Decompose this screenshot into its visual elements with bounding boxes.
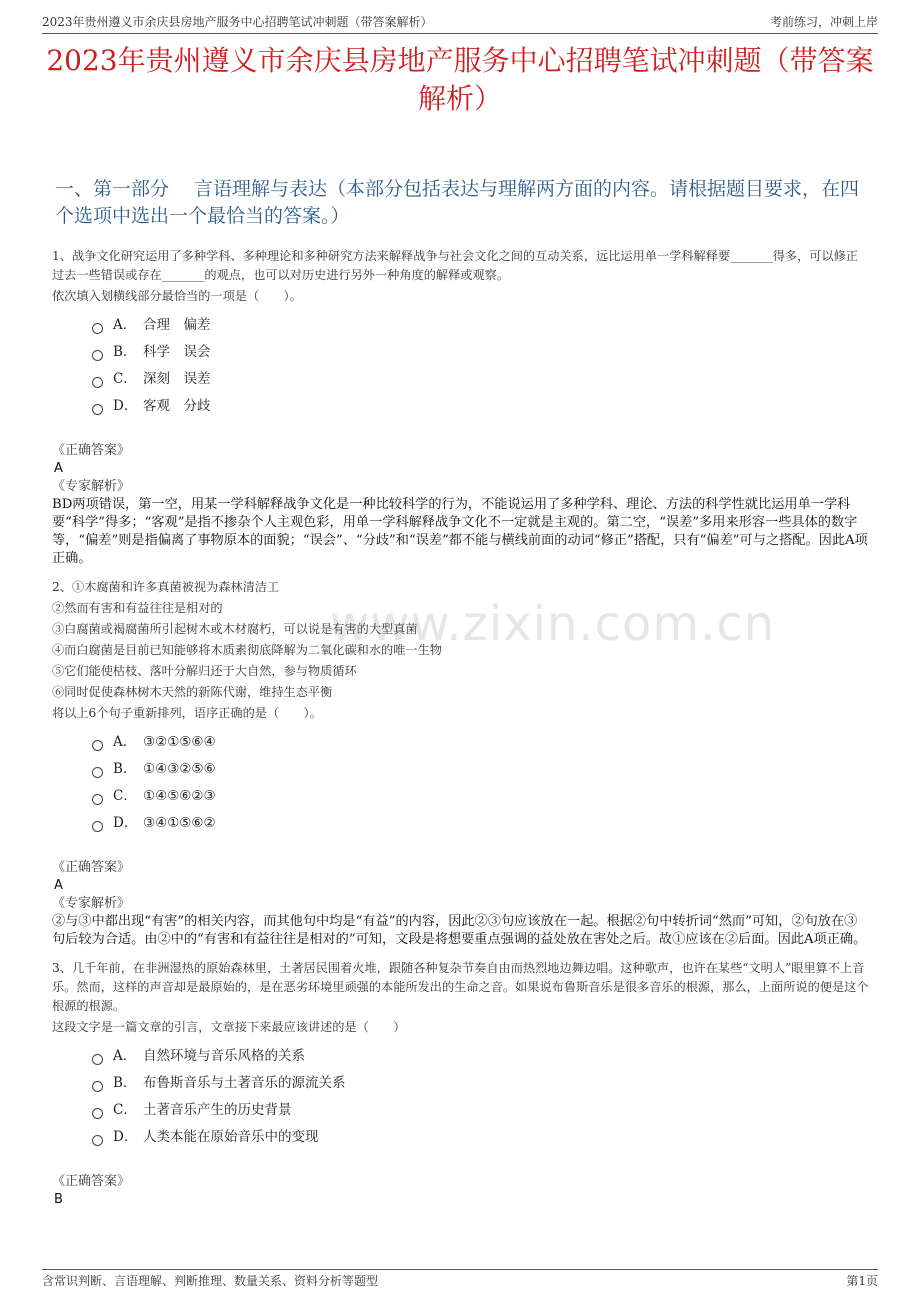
- radio-icon[interactable]: [92, 821, 103, 832]
- option-text: 深刻 误差: [143, 371, 211, 387]
- option-text: 科学 误会: [143, 344, 211, 360]
- radio-icon[interactable]: [92, 794, 103, 805]
- answer-value: A: [54, 878, 63, 893]
- explanation-label: 《专家解析》: [52, 479, 131, 494]
- header-doc-title: 2023年贵州遵义市余庆县房地产服务中心招聘笔试冲刺题（带答案解析）: [42, 15, 433, 29]
- question-2-line-3: ③白腐菌或褐腐菌所引起树木或木材腐朽，可以说是有害的大型真菌: [52, 622, 418, 636]
- header-slogan: 考前练习，冲刺上岸: [769, 15, 878, 29]
- option-letter: A．: [113, 734, 137, 750]
- radio-icon[interactable]: [92, 404, 103, 415]
- question-1: [52, 247, 870, 568]
- explanation-text: BD两项错误，第一空，用某一学科解释战争文化是一种比较科学的行为，不能说运用了多种学科、理论、方法的科学性就比运用单一学科要“科学”得多；“客观”是指不掺杂个人主观色彩，用单一学科解释战争文化不一定就是主观的。第二空，“误差”多用来形容一些具体的数字等，“偏差”则是指偏离了事物原本的面貌；“误会”、“分歧”和“误差”都不能与横线前面的动词“修正”搭配，只有“偏差”可与之搭配。因此A项正确。: [52, 497, 868, 566]
- answer-label: 《正确答案》: [52, 443, 131, 458]
- page-footer: [42, 1269, 878, 1290]
- page-header: [42, 10, 878, 34]
- section-heading: 一、第一部分 言语理解与表达（本部分包括表达与理解两方面的内容。请根据题目要求，在四个选项中选出一个最恰当的答案。）: [55, 178, 860, 227]
- explanation-text: ②与③中都出现“有害”的相关内容，而其他句中均是“有益”的内容，因此②③句应该放在一起。根据②句中转折词“然而”可知，②句放在③句后较为合适。由②中的“有害和有益往往是相对的”可知，文段是将想要重点强调的益处放在害处之后。故①应该在②后面。因此A项正确。: [52, 914, 867, 947]
- option-text: ③②①⑤⑥④: [143, 734, 216, 750]
- option-b[interactable]: [92, 1070, 870, 1097]
- option-letter: A．: [113, 317, 137, 333]
- radio-icon[interactable]: [92, 740, 103, 751]
- answer-label: 《正确答案》: [52, 860, 131, 875]
- option-letter: B．: [113, 761, 137, 777]
- radio-icon[interactable]: [92, 377, 103, 388]
- option-letter: C．: [113, 788, 137, 804]
- explanation-label: 《专家解析》: [52, 896, 131, 911]
- watermark: www.zixin.com.cn: [330, 596, 776, 652]
- option-letter: D．: [113, 398, 138, 414]
- option-text: ①④⑤⑥②③: [143, 788, 216, 804]
- option-text: 合理 偏差: [143, 317, 211, 333]
- question-2-prompt: 将以上6个句子重新排列，语序正确的是（ ）。: [52, 706, 322, 720]
- answer-value: A: [54, 461, 63, 476]
- question-3-stem: 3、几千年前，在非洲湿热的原始森林里，土著居民围着火堆，跟随各种复杂节奏自由而热烈地边舞边唱。这种歌声，也许在某些“文明人”眼里算不上音乐。然而，这样的声音却是最原始的，是在恶劣环境里顽强的本能所发出的生命之音。如果说布鲁斯音乐是很多音乐的根源，那么，上面所说的便是这个根源的根源。: [52, 961, 869, 1013]
- page-title: 2023年贵州遵义市余庆县房地产服务中心招聘笔试冲刺题（带答案解析）: [46, 44, 874, 115]
- option-text: ①④③②⑤⑥: [143, 761, 216, 777]
- radio-icon[interactable]: [92, 767, 103, 778]
- option-text: 人类本能在原始音乐中的变现: [143, 1129, 319, 1145]
- option-text: 布鲁斯音乐与土著音乐的源流关系: [143, 1075, 346, 1091]
- radio-icon[interactable]: [92, 350, 103, 361]
- radio-icon[interactable]: [92, 1054, 103, 1065]
- option-a[interactable]: [92, 1043, 870, 1070]
- question-1-options: [92, 312, 870, 420]
- option-letter: B．: [113, 344, 137, 360]
- option-c[interactable]: [92, 783, 870, 810]
- answer-value: B: [54, 1192, 63, 1207]
- option-text: 土著音乐产生的历史背景: [143, 1102, 292, 1118]
- question-list: [52, 247, 870, 1219]
- question-2-options: [92, 729, 870, 837]
- option-text: 客观 分歧: [143, 398, 211, 414]
- question-2-line-1: 2、①木腐菌和许多真菌被视为森林清洁工: [52, 580, 280, 594]
- question-1-prompt: 依次填入划横线部分最恰当的一项是（ ）。: [52, 289, 302, 303]
- option-letter: D．: [113, 815, 138, 831]
- option-c[interactable]: [92, 366, 870, 393]
- option-a[interactable]: [92, 729, 870, 756]
- footer-description: 含常识判断、言语理解、判断推理、数量关系、资料分析等题型: [42, 1274, 379, 1288]
- radio-icon[interactable]: [92, 1135, 103, 1146]
- radio-icon[interactable]: [92, 1081, 103, 1092]
- radio-icon[interactable]: [92, 323, 103, 334]
- option-text: 自然环境与音乐风格的关系: [143, 1048, 305, 1064]
- answer-label: 《正确答案》: [52, 1174, 131, 1189]
- question-1-stem: 1、战争文化研究运用了多种学科、多种理论和多种研究方法来解释战争与社会文化之间的互动关系，远比运用单一学科解释要_______得多，可以修正过去一些错误或存在_______的观点，也可以对历史进行另外一种角度的解释或观察。: [52, 249, 859, 282]
- option-letter: D．: [113, 1129, 138, 1145]
- option-letter: C．: [113, 371, 137, 387]
- option-c[interactable]: [92, 1097, 870, 1124]
- option-text: ③④①⑤⑥②: [143, 815, 216, 831]
- radio-icon[interactable]: [92, 1108, 103, 1119]
- option-letter: B．: [113, 1075, 137, 1091]
- question-3-options: [92, 1043, 870, 1151]
- option-b[interactable]: [92, 339, 870, 366]
- option-d[interactable]: [92, 1124, 870, 1151]
- option-d[interactable]: [92, 810, 870, 837]
- question-3-prompt: 这段文字是一篇文章的引言，文章接下来最应该讲述的是（ ）: [52, 1020, 406, 1034]
- page-number: 第1页: [846, 1274, 878, 1288]
- option-d[interactable]: [92, 393, 870, 420]
- question-2: [52, 578, 870, 949]
- option-letter: C．: [113, 1102, 137, 1118]
- option-letter: A．: [113, 1048, 137, 1064]
- question-2-line-6: ⑥同时促使森林树木天然的新陈代谢，维持生态平衡: [52, 685, 333, 699]
- question-2-line-5: ⑤它们能使枯枝、落叶分解归还于大自然，参与物质循环: [52, 664, 357, 678]
- question-2-line-4: ④而白腐菌是目前已知能够将木质素彻底降解为二氧化碳和水的唯一生物: [52, 643, 442, 657]
- question-2-line-2: ②然而有害和有益往往是相对的: [52, 601, 223, 615]
- option-b[interactable]: [92, 756, 870, 783]
- option-a[interactable]: [92, 312, 870, 339]
- question-3: [52, 959, 870, 1209]
